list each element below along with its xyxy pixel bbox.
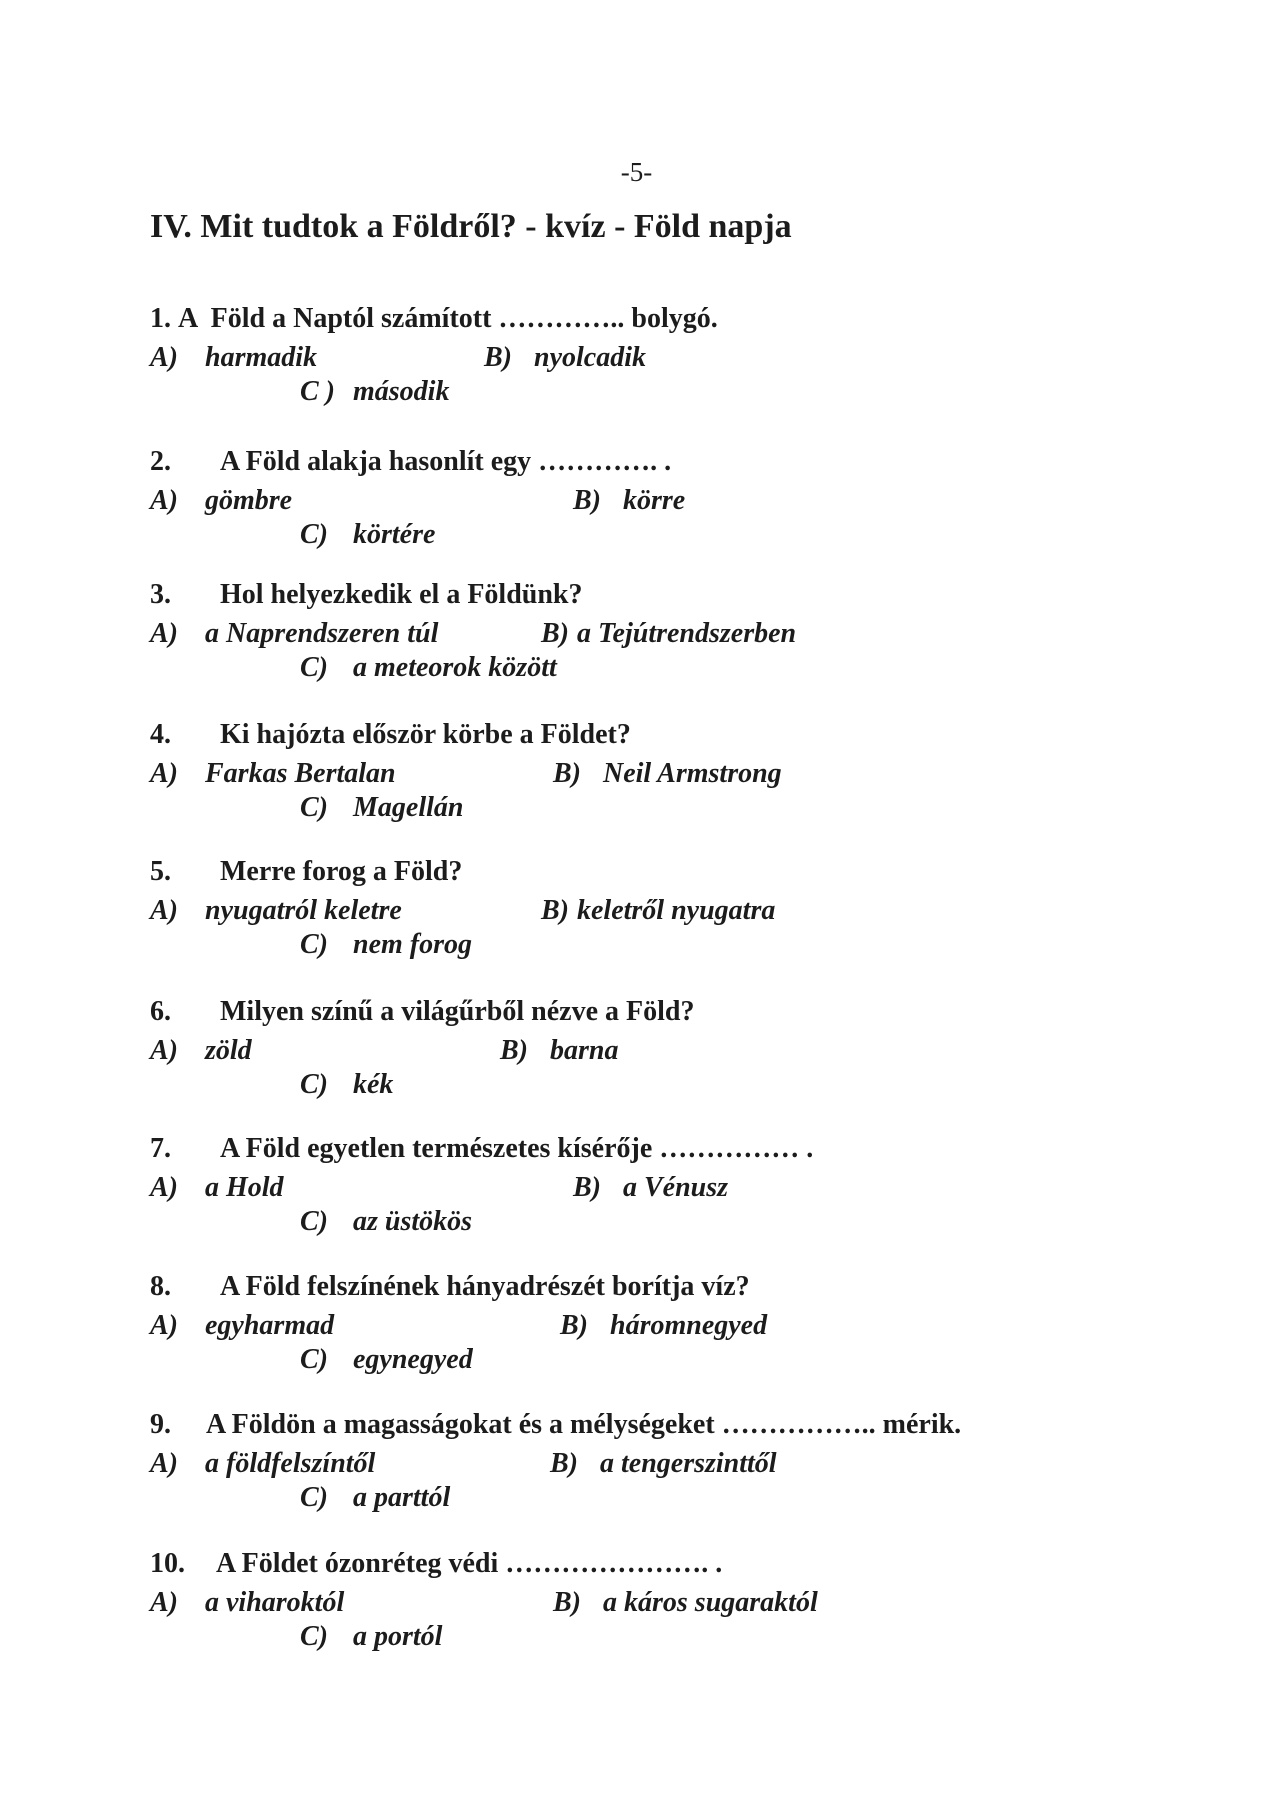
question-text: A Föld egyetlen természetes kísérője …………… .: [220, 1133, 814, 1164]
option-c-text: a parttól: [353, 1482, 451, 1513]
question-block-3: [150, 578, 1210, 685]
question-line: [150, 302, 1210, 336]
option-a-label: A): [150, 895, 178, 926]
option-c-line: [300, 1205, 1210, 1239]
option-c-text: a meteorok között: [353, 652, 557, 683]
options-ab-line: [150, 484, 1210, 518]
option-c-line: [300, 928, 1210, 962]
question-line: [150, 1132, 1210, 1166]
question-text: A Föld a Naptól számított ………….. bolygó.: [178, 303, 718, 334]
option-b-text: körre: [623, 485, 686, 516]
option-b-label: B): [550, 1448, 578, 1479]
option-c-text: egynegyed: [353, 1344, 473, 1375]
option-c-line: [300, 518, 1210, 552]
options-ab-line: [150, 617, 1210, 651]
option-b-label: B): [541, 895, 569, 926]
option-a-label: A): [150, 1172, 178, 1203]
question-block-2: [150, 445, 1210, 552]
option-c-text: második: [353, 376, 450, 407]
question-block-10: [150, 1547, 1210, 1654]
options-ab-line: [150, 1447, 1210, 1481]
option-b: [560, 1309, 767, 1343]
option-b-text: Neil Armstrong: [603, 758, 782, 789]
option-a-text: zöld: [205, 1035, 252, 1066]
question-line: [150, 445, 1210, 479]
option-a-label: A): [150, 1448, 178, 1479]
question-text: Milyen színű a világűrből nézve a Föld?: [220, 996, 695, 1027]
option-b: [541, 894, 775, 928]
option-c-label: C): [300, 792, 328, 823]
question-text: Merre forog a Föld?: [220, 856, 463, 887]
option-a-text: a viharoktól: [205, 1587, 345, 1618]
question-number: 9.: [150, 1409, 171, 1440]
option-c-text: körtére: [353, 519, 436, 550]
option-a-text: harmadik: [205, 342, 318, 373]
option-c-label: C): [300, 929, 328, 960]
option-c-line: [300, 1343, 1210, 1377]
option-c-line: [300, 1068, 1210, 1102]
question-line: [150, 855, 1210, 889]
option-a-label: A): [150, 342, 178, 373]
option-b-label: B): [560, 1310, 588, 1341]
question-number: 5.: [150, 856, 171, 887]
option-c-text: kék: [353, 1069, 394, 1100]
option-c-label: C): [300, 1344, 328, 1375]
option-b: [573, 484, 685, 518]
option-a-text: a Naprendszeren túl: [205, 618, 439, 649]
option-b-text: a káros sugaraktól: [603, 1587, 818, 1618]
question-line: [150, 1408, 1210, 1442]
question-block-6: [150, 995, 1210, 1102]
question-number: 4.: [150, 719, 171, 750]
option-a-label: A): [150, 758, 178, 789]
options-ab-line: [150, 1171, 1210, 1205]
option-a-label: A): [150, 1035, 178, 1066]
question-line: [150, 995, 1210, 1029]
option-b-text: nyolcadik: [534, 342, 646, 373]
option-c-label: C ): [300, 376, 335, 407]
option-b: [553, 757, 782, 791]
question-line: [150, 1547, 1210, 1581]
options-ab-line: [150, 341, 1210, 375]
question-text: A Földet ózonréteg védi …………………. .: [216, 1548, 723, 1579]
option-a-text: egyharmad: [205, 1310, 335, 1341]
question-number: 2.: [150, 446, 171, 477]
question-block-5: [150, 855, 1210, 962]
option-c-line: [300, 651, 1210, 685]
page-title: IV. Mit tudtok a Földről? - kvíz - Föld napja: [150, 208, 792, 245]
option-a-text: gömbre: [205, 485, 293, 516]
question-line: [150, 578, 1210, 612]
option-b-text: a Tejútrendszerben: [577, 618, 797, 649]
options-ab-line: [150, 1586, 1210, 1620]
question-block-4: [150, 718, 1210, 825]
option-c-label: C): [300, 1482, 328, 1513]
option-c-text: az üstökös: [353, 1206, 473, 1237]
option-c-label: C): [300, 519, 328, 550]
option-a-label: A): [150, 1587, 178, 1618]
option-b-label: B): [573, 1172, 601, 1203]
option-a-label: A): [150, 618, 178, 649]
option-c-text: nem forog: [353, 929, 472, 960]
option-b: [550, 1447, 777, 1481]
option-b-text: a Vénusz: [623, 1172, 729, 1203]
question-number: 1.: [150, 303, 171, 334]
option-c-label: C): [300, 652, 328, 683]
question-block-9: [150, 1408, 1210, 1515]
question-number: 3.: [150, 579, 171, 610]
option-a-text: Farkas Bertalan: [205, 758, 396, 789]
option-b-label: B): [541, 618, 569, 649]
option-b-label: B): [553, 1587, 581, 1618]
option-a-label: A): [150, 485, 178, 516]
question-block-8: [150, 1270, 1210, 1377]
option-c-line: [300, 375, 1210, 409]
option-b-text: háromnegyed: [610, 1310, 768, 1341]
question-text: A Földön a magasságokat és a mélységeket …………….. mérik.: [206, 1409, 962, 1440]
option-b: [500, 1034, 618, 1068]
question-line: [150, 1270, 1210, 1304]
option-c-text: Magellán: [353, 792, 464, 823]
option-a-text: a Hold: [205, 1172, 284, 1203]
option-b: [573, 1171, 728, 1205]
question-text: A Föld felszínének hányadrészét borítja víz?: [220, 1271, 750, 1302]
options-ab-line: [150, 757, 1210, 791]
question-text: Hol helyezkedik el a Földünk?: [220, 579, 583, 610]
option-a-text: a földfelszíntől: [205, 1448, 376, 1479]
question-text: A Föld alakja hasonlít egy …………. .: [220, 446, 672, 477]
page-number: -5-: [620, 157, 653, 187]
option-a-text: nyugatról keletre: [205, 895, 402, 926]
option-b-text: a tengerszinttől: [600, 1448, 777, 1479]
question-line: [150, 718, 1210, 752]
option-b-label: B): [484, 342, 512, 373]
option-c-line: [300, 1481, 1210, 1515]
option-b-label: B): [553, 758, 581, 789]
question-number: 7.: [150, 1133, 171, 1164]
option-c-text: a portól: [353, 1621, 443, 1652]
option-b-text: barna: [550, 1035, 619, 1066]
question-text: Ki hajózta először körbe a Földet?: [220, 719, 631, 750]
option-b: [553, 1586, 818, 1620]
option-b: [484, 341, 646, 375]
option-b-label: B): [573, 485, 601, 516]
option-b-text: keletről nyugatra: [577, 895, 776, 926]
question-block-1: [150, 302, 1210, 409]
question-number: 10.: [150, 1548, 185, 1579]
options-ab-line: [150, 894, 1210, 928]
option-c-line: [300, 791, 1210, 825]
question-number: 6.: [150, 996, 171, 1027]
options-ab-line: [150, 1309, 1210, 1343]
option-c-label: C): [300, 1621, 328, 1652]
options-ab-line: [150, 1034, 1210, 1068]
question-number: 8.: [150, 1271, 171, 1302]
option-c-label: C): [300, 1069, 328, 1100]
question-block-7: [150, 1132, 1210, 1239]
option-c-label: C): [300, 1206, 328, 1237]
option-c-line: [300, 1620, 1210, 1654]
option-a-label: A): [150, 1310, 178, 1341]
option-b-label: B): [500, 1035, 528, 1066]
option-b: [541, 617, 796, 651]
